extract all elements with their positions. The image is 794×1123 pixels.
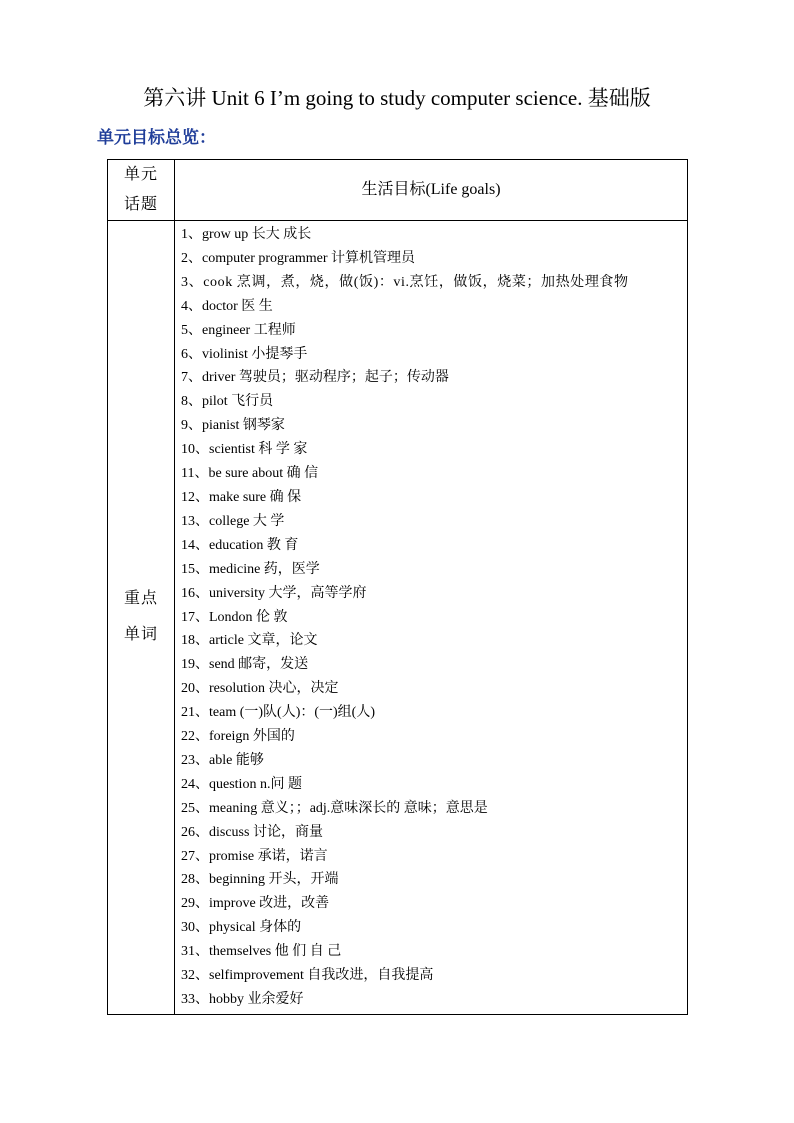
- vocab-item: 5、engineer 工程师: [181, 322, 296, 338]
- vocab-item: 22、foreign 外国的: [181, 729, 295, 745]
- unit-goals-table: [107, 159, 688, 1015]
- vocab-item: 25、meaning 意义；；adj.意味深长的 意味；意思是: [181, 800, 488, 816]
- row-label-line-2: 单词: [123, 626, 158, 644]
- vocab-item: 30、physical 身体的: [181, 920, 302, 936]
- vocab-item: 1、grow up 长大 成长: [181, 227, 312, 242]
- vocab-item: 29、improve 改进，改善: [181, 896, 330, 912]
- header-topic-line-1: 单元: [123, 166, 158, 183]
- row-label-line-1: 重点: [123, 590, 158, 608]
- vocab-item: 32、selfimprovement 自我改进，自我提高: [181, 968, 434, 984]
- vocab-item: 3、cook 烹调，煮，烧，做(饭)：vi.烹饪，做饭，烧菜；加热处理食物: [181, 274, 629, 290]
- vocabulary-row: [108, 221, 688, 1015]
- vocab-item: 16、university 大学，高等学府: [181, 585, 367, 601]
- vocab-item: 4、doctor 医 生: [181, 298, 273, 314]
- vocab-item: 12、make sure 确 保: [181, 489, 302, 505]
- vocab-item: 11、be sure about 确 信: [181, 466, 319, 482]
- vocab-item: 28、beginning 开头，开端: [181, 872, 339, 888]
- vocab-item: 21、team (一)队(人)：(一)组(人): [181, 705, 376, 721]
- section-heading: 单元目标总览：: [97, 128, 216, 147]
- vocab-item: 19、send 邮寄，发送: [181, 657, 309, 673]
- vocabulary-list: [181, 221, 687, 1014]
- vocab-item: 13、college 大 学: [181, 513, 285, 529]
- vocab-item: 24、question n.问 题: [181, 776, 302, 792]
- vocabulary-cell: [175, 221, 688, 1015]
- vocab-item: 6、violinist 小提琴手: [181, 346, 308, 362]
- vocab-item: 17、London 伦 敦: [181, 609, 288, 625]
- vocab-item: 8、pilot 飞行员: [181, 394, 274, 410]
- row-label-cell: [108, 221, 175, 1015]
- vocab-item: 2、computer programmer 计算机管理员: [181, 250, 416, 266]
- vocab-item: 20、resolution 决心，决定: [181, 681, 339, 697]
- vocab-item: 10、scientist 科 学 家: [181, 442, 308, 458]
- vocab-item: 23、able 能够: [181, 752, 264, 768]
- vocab-item: 14、education 教 育: [181, 537, 299, 553]
- vocab-item: 27、promise 承诺，诺言: [181, 848, 328, 864]
- vocab-item: 18、article 文章，论文: [181, 633, 318, 649]
- vocab-item: 9、pianist 钢琴家: [181, 418, 285, 434]
- page-title: 第六讲 Unit 6 I’m going to study computer science. 基础版: [143, 86, 651, 110]
- header-topic-line-2: 话题: [123, 196, 158, 213]
- vocab-item: 31、themselves 他 们 自 己: [181, 944, 342, 960]
- header-goals-title: 生活目标(Life goals): [361, 181, 501, 198]
- vocab-item: 7、driver 驾驶员；驱动程序；起子；传动器: [181, 370, 449, 386]
- vocab-item: 33、hobby 业余爱好: [181, 992, 304, 1007]
- table-header-row: [108, 160, 688, 221]
- vocab-item: 15、medicine 药，医学: [181, 561, 320, 577]
- header-topic-cell: [108, 160, 175, 221]
- header-goals-cell: [175, 160, 688, 221]
- vocab-item: 26、discuss 讨论，商量: [181, 824, 323, 840]
